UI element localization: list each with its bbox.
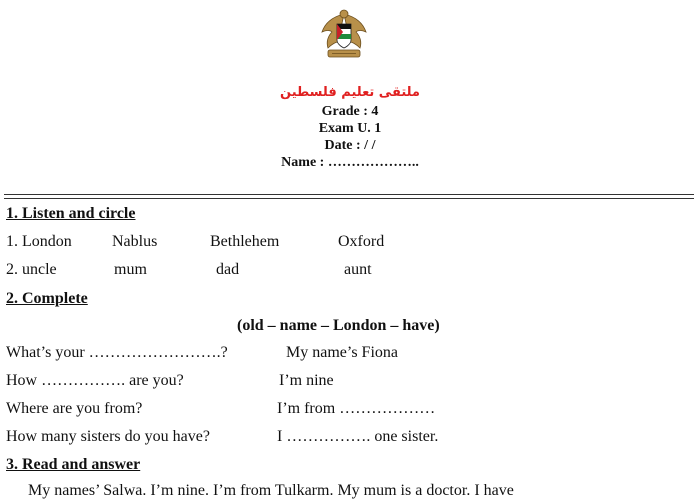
choice: 2. uncle xyxy=(6,261,57,278)
answer: I ……………. one sister. xyxy=(277,428,439,445)
choice: dad xyxy=(216,261,240,278)
question: What’s your …………………….? xyxy=(6,344,228,361)
answer: I’m from ……………… xyxy=(277,400,436,417)
choice: aunt xyxy=(344,261,372,278)
choice: Bethlehem xyxy=(210,233,280,250)
question: Where are you from? xyxy=(6,400,143,417)
choice: Oxford xyxy=(338,233,385,250)
question: How many sisters do you have? xyxy=(6,428,210,445)
date-line: Date : / / xyxy=(324,138,376,153)
choice: Nablus xyxy=(112,233,158,250)
organization-title: ملتقى تعليم فلسطين xyxy=(280,85,420,100)
name-line: Name : ……………….. xyxy=(281,155,419,170)
reading-passage: My names’ Salwa. I’m nine. I’m from Tulkarm. My mum is a doctor. I have xyxy=(28,482,514,499)
section1-title: 1. Listen and circle xyxy=(6,205,136,222)
section2-title: 2. Complete xyxy=(6,290,88,307)
section3-title: 3. Read and answer xyxy=(6,456,141,473)
word-bank: (old – name – London – have) xyxy=(237,317,440,334)
divider xyxy=(4,194,694,199)
grade-line: Grade : 4 xyxy=(321,104,379,119)
palestine-eagle-emblem-icon xyxy=(318,6,370,62)
choice: 1. London xyxy=(6,233,72,250)
question: How ……………. are you? xyxy=(6,372,184,389)
choice: mum xyxy=(114,261,147,278)
exam-line: Exam U. 1 xyxy=(318,121,382,136)
answer: My name’s Fiona xyxy=(286,344,398,361)
answer: I’m nine xyxy=(279,372,334,389)
